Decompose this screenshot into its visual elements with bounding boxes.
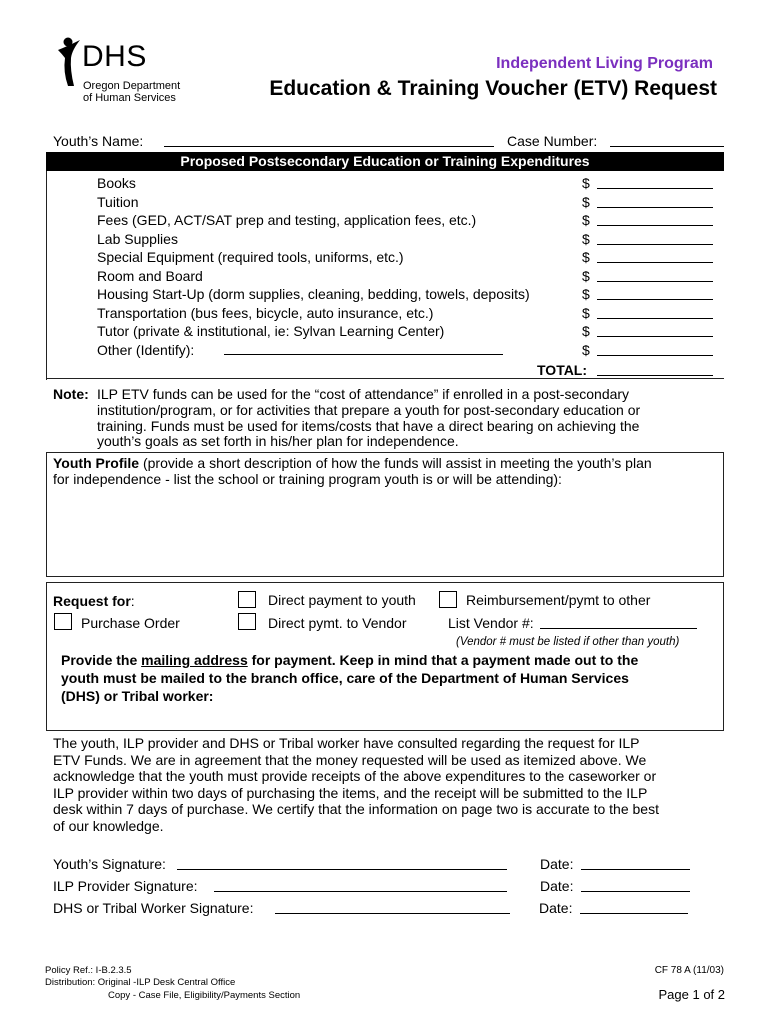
expense-amount-field[interactable] [597,188,713,189]
youth-profile-instructions: (provide a short description of how the funds will assist in meeting the youth’s plan [139,455,652,471]
direct-payment-youth-label: Direct payment to youth [268,592,416,608]
expense-amount-field[interactable] [597,262,713,263]
agreement-line: of our knowledge. [53,817,164,834]
expense-row [97,304,717,323]
note-line: training. Funds must be used for items/costs that have a direct bearing on achieving the [97,417,640,434]
other-identify-field[interactable] [224,354,503,355]
case-number-label: Case Number: [507,133,598,149]
expenditures-bottom-rule [46,378,724,379]
note-label: Note: [53,386,89,402]
agreement-line: ILP provider within two days of purchasing the items, and the receipt will be submitted to the ILP [53,784,648,801]
dollar-sign: $ [582,175,590,191]
expense-row [97,322,717,341]
vendor-number-label: List Vendor #: [448,615,534,631]
youth-profile-text-line2: for independence - list the school or training program youth is or will be attending): [53,471,562,487]
expense-row [97,230,717,249]
distribution: Distribution: Original -ILP Desk Central Office [45,977,236,988]
agreement-line: desk within 7 days of purchase. We certify that the information on page two is accurate to the best [53,801,659,817]
expense-label: Transportation (bus fees, bicycle, auto insurance, etc.) [97,304,434,321]
request-for-colon: : [130,593,135,609]
expense-row [97,341,717,360]
direct-payment-youth-checkbox[interactable] [238,591,256,608]
ilp-date-label: Date: [540,878,574,894]
mailing-pre: Provide the [61,652,142,668]
expense-amount-field[interactable] [597,281,713,282]
dollar-sign: $ [582,249,590,265]
logo-org-line2: of Human Services [83,92,176,104]
dollar-sign: $ [582,304,590,321]
dhs-date-label: Date: [539,900,573,916]
request-for-heading [53,593,135,610]
expense-row [97,174,717,193]
dollar-sign: $ [582,230,590,247]
purchase-order-checkbox[interactable] [54,613,72,630]
logo-abbr: DHS [82,40,147,73]
expense-label: Fees (GED, ACT/SAT prep and testing, application fees, etc.) [97,212,477,228]
expense-label: Other (Identify): [97,341,195,358]
youth-profile-text [53,455,718,472]
dollar-sign: $ [582,286,590,302]
direct-payment-vendor-checkbox[interactable] [238,613,256,630]
note-line: institution/program, or for activities that prepare a youth for post-secondary education or [97,402,641,418]
direct-payment-vendor-label: Direct pymt. to Vendor [268,615,407,631]
youth-name-label: Youth’s Name: [53,133,144,149]
expenditures-heading: Proposed Postsecondary Education or Training Expenditures [180,153,590,169]
mailing-instruction-line1 [61,652,638,669]
form-title: Education & Training Voucher (ETV) Request [269,77,717,100]
policy-ref: Policy Ref.: I-B.2.3.5 [45,965,132,976]
vendor-note: (Vendor # must be listed if other than youth) [456,636,680,648]
dollar-sign: $ [582,212,590,228]
dhs-signature-field[interactable] [275,913,510,914]
form-id: CF 78 A (11/03) [654,965,724,976]
agreement-line: The youth, ILP provider and DHS or Tribal worker have consulted regarding the request for ILP [53,735,640,751]
mailing-address-underlined: mailing address [141,652,248,668]
purchase-order-label: Purchase Order [81,615,180,631]
expense-amount-field[interactable] [597,355,713,356]
youth-date-field[interactable] [581,869,690,870]
logo-org-line1: Oregon Department [83,80,181,92]
dhs-date-field[interactable] [580,913,688,914]
expense-label: Books [97,175,136,191]
agreement-line: acknowledge that the youth must provide receipts of the above expenditures to the caseworker or [53,768,657,784]
youth-name-field[interactable] [164,146,494,147]
youth-date-label: Date: [540,856,574,872]
total-label: TOTAL: [537,362,588,378]
dhs-signature-label: DHS or Tribal Worker Signature: [53,900,254,916]
request-for-label: Request for [53,593,131,609]
note-line: ILP ETV funds can be used for the “cost of attendance” if enrolled in a post-secondary [97,386,630,402]
expense-label: Tuition [97,193,139,210]
ilp-signature-field[interactable] [214,891,507,892]
expense-row [97,248,717,267]
ilp-date-field[interactable] [581,891,690,892]
total-amount-field[interactable] [597,375,713,376]
dhs-logo [52,36,192,108]
expense-label: Room and Board [97,267,203,284]
expense-row [97,285,717,304]
youth-profile-label: Youth Profile [53,455,140,471]
expense-amount-field[interactable] [597,207,713,208]
expense-amount-field[interactable] [597,299,713,300]
reimbursement-label: Reimbursement/pymt to other [466,592,651,608]
expense-row [97,267,717,286]
page-number: Page 1 of 2 [658,987,725,1002]
vendor-number-field[interactable] [540,628,697,629]
ilp-signature-label: ILP Provider Signature: [53,878,198,894]
mailing-post: for payment. Keep in mind that a payment made out to the [247,652,639,668]
dollar-sign: $ [582,341,590,358]
copy-distribution: Copy - Case File, Eligibility/Payments Section [108,990,301,1001]
mailing-instruction-line2: youth must be mailed to the branch office, care of the Department of Human Services [61,670,629,686]
expense-amount-field[interactable] [597,336,713,337]
program-title: Independent Living Program [496,55,713,72]
note-line: youth’s goals as set forth in his/her plan for independence. [97,433,459,449]
agreement-line: ETV Funds. We are in agreement that the money requested will be used as itemized above. We [53,751,647,768]
dollar-sign: $ [582,193,590,210]
expense-label: Special Equipment (required tools, uniforms, etc.) [97,249,404,265]
expense-amount-field[interactable] [597,244,713,245]
expense-label: Lab Supplies [97,230,178,247]
dollar-sign: $ [582,323,590,339]
youth-signature-label: Youth’s Signature: [53,856,166,872]
expense-amount-field[interactable] [597,225,713,226]
mailing-instruction-line3: (DHS) or Tribal worker: [61,688,214,704]
case-number-field[interactable] [610,146,724,147]
expense-amount-field[interactable] [597,318,713,319]
reimbursement-checkbox[interactable] [439,591,457,608]
youth-signature-field[interactable] [177,869,507,870]
dollar-sign: $ [582,267,590,284]
expense-row [97,193,717,212]
expense-row [97,211,717,230]
expense-label: Housing Start-Up (dorm supplies, cleaning, bedding, towels, deposits) [97,286,530,302]
expenditures-heading-bar [46,152,724,171]
expense-label: Tutor (private & institutional, ie: Sylvan Learning Center) [97,323,445,339]
